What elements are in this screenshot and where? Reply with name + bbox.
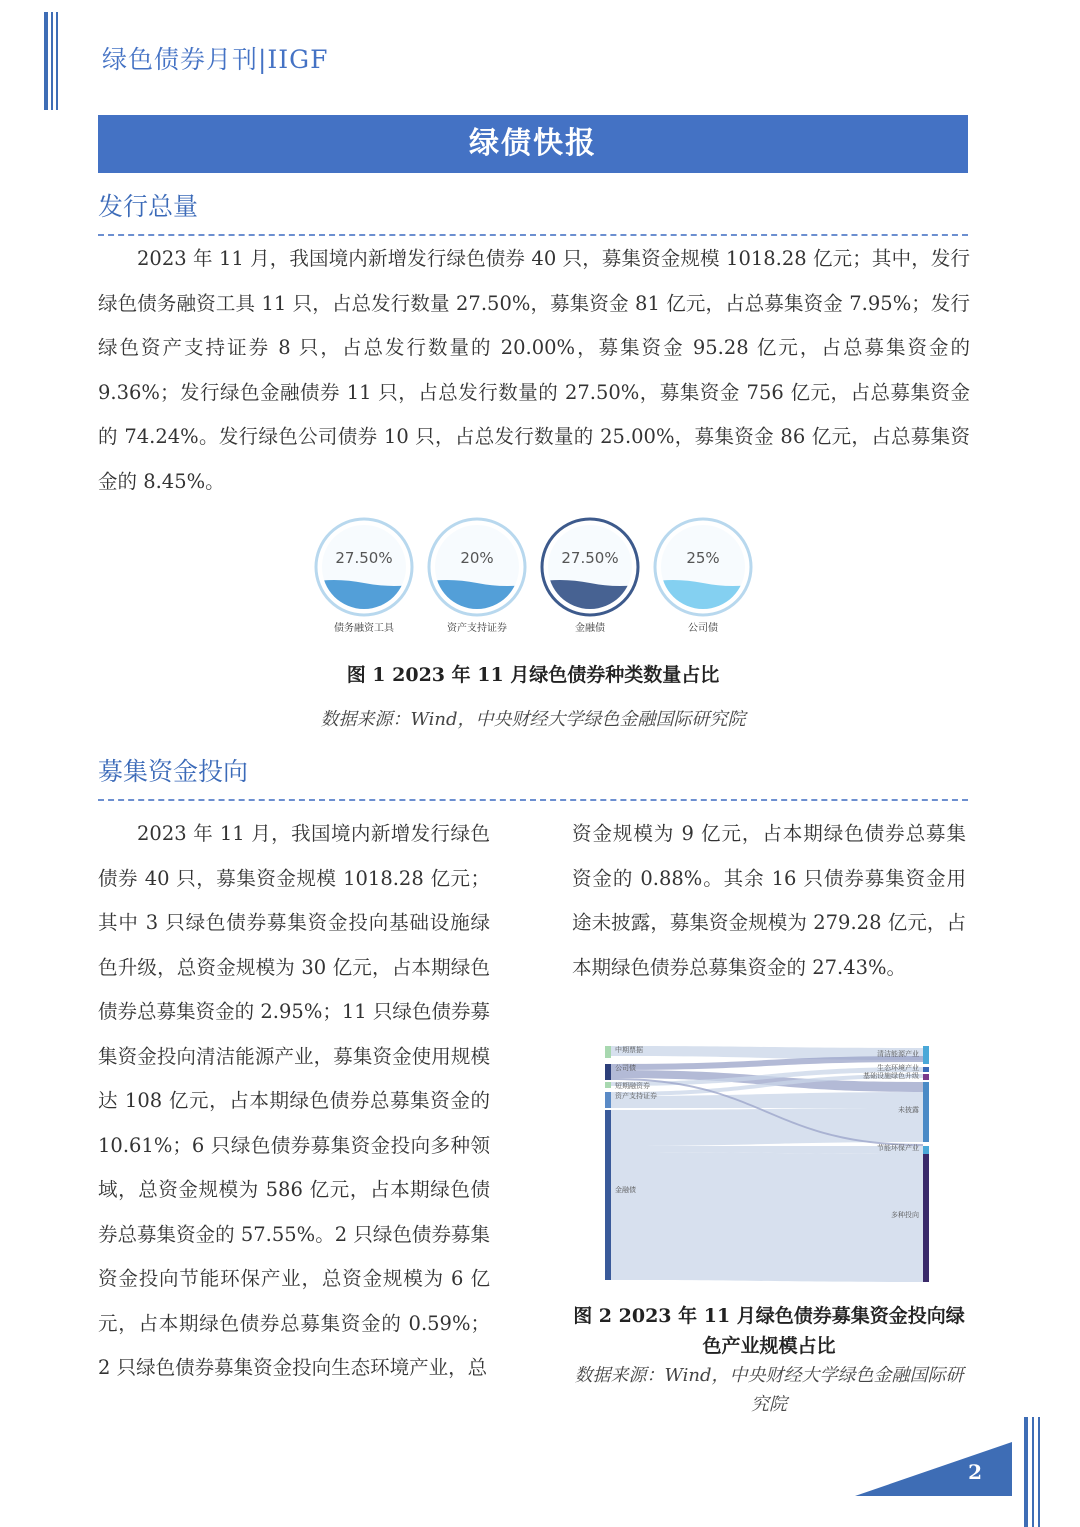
sankey-target-label: 多种投向 — [891, 1211, 919, 1219]
sankey-source-label: 中期票据 — [615, 1046, 643, 1054]
sankey-source-node — [605, 1082, 611, 1088]
sankey-target-label: 未披露 — [898, 1106, 919, 1114]
publication-title: 绿色债券月刊|IIGF — [102, 45, 329, 74]
sankey-source-label: 公司债 — [615, 1064, 636, 1072]
figure2-caption-line1: 图 2 2023 年 11 月绿色债券募集资金投向绿 — [573, 1305, 965, 1327]
liquid-value-label: 25% — [686, 549, 720, 567]
footer-decor-bar — [1024, 1417, 1028, 1527]
section-title-use-of-proceeds: 募集资金投向 — [98, 757, 249, 786]
liquid-category-label: 金融债 — [575, 623, 605, 634]
header-decor-bar — [44, 12, 48, 110]
figure2-source-line1: 数据来源：Wind，中央财经大学绿色金融国际研 — [574, 1365, 964, 1386]
sankey-source-label: 金融债 — [615, 1186, 636, 1194]
section-divider — [98, 234, 968, 236]
sankey-target-label: 清洁能源产业 — [877, 1050, 919, 1058]
sankey-target-node — [923, 1146, 929, 1154]
figure1-caption: 图 1 2023 年 11 月绿色债券种类数量占比 — [346, 664, 720, 686]
sankey-link — [611, 1152, 923, 1282]
footer-decor-bar — [1032, 1417, 1034, 1527]
header-decor-bar — [51, 12, 53, 110]
liquid-value-label: 27.50% — [335, 549, 393, 567]
footer-decor-bar — [1038, 1417, 1040, 1527]
figure1-source: 数据来源：Wind，中央财经大学绿色金融国际研究院 — [320, 709, 746, 730]
page-number: 2 — [968, 1460, 982, 1484]
sankey-source-node — [605, 1110, 611, 1280]
sankey-source-node — [605, 1092, 611, 1108]
liquid-category-label: 资产支持证券 — [447, 623, 507, 634]
figure2-source-line2: 究院 — [751, 1394, 787, 1415]
section-title-issuance: 发行总量 — [98, 192, 199, 221]
sankey-target-node — [923, 1074, 929, 1080]
liquid-category-label: 债务融资工具 — [334, 623, 394, 634]
liquid-value-label: 20% — [460, 549, 494, 567]
banner-title: 绿债快报 — [469, 126, 597, 161]
sankey-target-node — [923, 1154, 929, 1282]
use-of-proceeds-paragraph-left: 2023 年 11 月，我国境内新增发行绿色债券 40 只，募集资金规模 1018.28 亿元；其中 3 只绿色债券募集资金投向基础设施绿色升级，总资金规模为 30 亿元，占本期绿色债券总募集资金的 2.95%；11 只绿色债券募集资金投向清洁能源产业，募集资金使用规模达 108 亿元，占本期绿色债券总募集资金的 10.61%；6 只绿色债券募集资金投向多种领域，总资金规模为 586 亿元，占本期绿色债券总募集资金的 57.55%。2 只绿色债券募集资金投向节能环保产业，总资金规模为 6 亿元，占本期绿色债券总募集资金的 0.59%；2 只绿色债券募集资金投向生态环境产业，总 — [98, 822, 490, 1379]
bond-type-share-chart — [300, 515, 770, 645]
sankey-source-label: 短期融资券 — [615, 1082, 650, 1090]
use-of-proceeds-paragraph-right: 资金规模为 9 亿元，占本期绿色债券总募集资金的 0.88%。其余 16 只债券募集资金用途未披露，募集资金规模为 279.28 亿元，占本期绿色债券总募集资金的 27.43%。 — [572, 822, 966, 979]
sankey-target-node — [923, 1067, 929, 1072]
liquid-value-label: 27.50% — [561, 549, 619, 567]
sankey-target-label: 生态环境产业 — [877, 1064, 919, 1072]
sankey-target-node — [923, 1082, 929, 1142]
section-banner — [98, 115, 968, 173]
header-decor-bar — [56, 12, 58, 110]
footer-decor — [850, 1412, 1050, 1527]
sankey-source-node — [605, 1064, 611, 1080]
sankey-target-label: 节能环保产业 — [877, 1144, 919, 1152]
sankey-link — [611, 1108, 923, 1146]
issuance-paragraph: 2023 年 11 月，我国境内新增发行绿色债券 40 只，募集资金规模 1018.28 亿元；其中，发行绿色债务融资工具 11 只，占总发行数量 27.50%，募集资金 81 亿元，占总募集资金 7.95%；发行绿色资产支持证券 8 只，占总发行数量的 20.00%，募集资金 95.28 亿元，占总募集资金的 9.36%；发行绿色金融债券 11 只，占总发行数量的 27.50%，募集资金 756 亿元，占总募集资金的 74.24%。发行绿色公司债券 10 只，占总发行数量的 25.00%，募集资金 86 亿元，占总募集资金的 8.45%。 — [98, 247, 970, 493]
sankey-source-node — [605, 1046, 611, 1058]
liquid-category-label: 公司债 — [688, 623, 718, 634]
figure2-caption — [572, 1301, 966, 1361]
sankey-target-label: 基础设施绿色升级 — [863, 1072, 919, 1080]
footer-triangle — [855, 1442, 1012, 1496]
sankey-source-label: 资产支持证券 — [615, 1092, 657, 1100]
sankey-target-node — [923, 1046, 929, 1064]
figure2-caption-line2: 色产业规模占比 — [702, 1335, 836, 1357]
section-divider — [98, 799, 968, 801]
proceeds-sankey-chart — [605, 1042, 935, 1287]
figure2-source — [572, 1361, 966, 1419]
